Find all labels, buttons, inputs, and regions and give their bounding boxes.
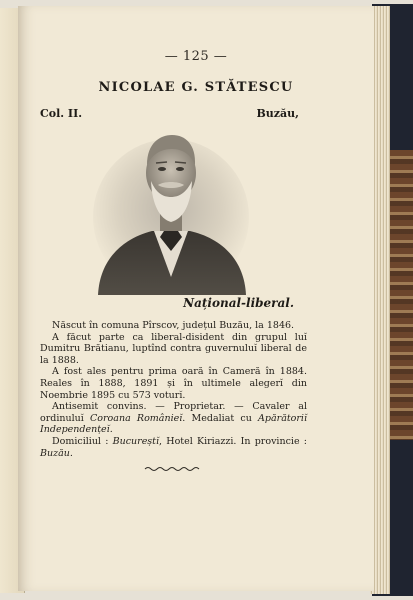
wavy-ornament [144,465,202,473]
bio-text: , Hotel Kiriazzi. In provincie : [159,435,307,447]
college-label: Col. II. [40,107,83,120]
bio-text: Domiciliul : [52,435,109,447]
marbled-cover-edge [389,150,413,440]
district-label: Buzău, [256,107,299,120]
bio-paragraph: A fost ales pentru prima oară în Cameră în 1884. Reales în 1888, 1891 și în ultimele alegerĭ din Noembrie 1895 cu 573 voturĭ. [40,366,307,401]
bio-text: . Medaliat cu [182,412,252,424]
person-name: NICOLAE G. STĂTESCU [98,80,294,95]
bio-text: . [109,424,113,436]
bio-italic: Coroana Românieĭ [90,412,183,424]
book-page [18,6,374,591]
bio-italic: Bucureștĭ [112,435,160,447]
bio-italic: Buzău [40,447,70,459]
bio-text: . [69,447,73,459]
page-number: — 125 — [164,49,228,64]
bio-paragraph [40,436,307,459]
portrait-engraving [90,127,252,295]
bio-paragraph: Născut în comuna Pîrscov, județul Buzău, la 1846. [52,320,295,331]
bio-text: Antisemit convins. — Proprietar. — Cavaler al ordinuluĭ [40,401,307,424]
party-label: Național-liberal. [183,296,294,310]
bio-paragraph: A făcut parte ca liberal-disident din grupul luĭ Dumitru Brătianu, luptînd contra guvernuluĭ liberal de la 1888. [40,331,307,366]
bio-italic: Apărătoriĭ Independențeĭ [40,412,308,436]
bio-paragraph [40,401,307,436]
biography [40,320,307,459]
